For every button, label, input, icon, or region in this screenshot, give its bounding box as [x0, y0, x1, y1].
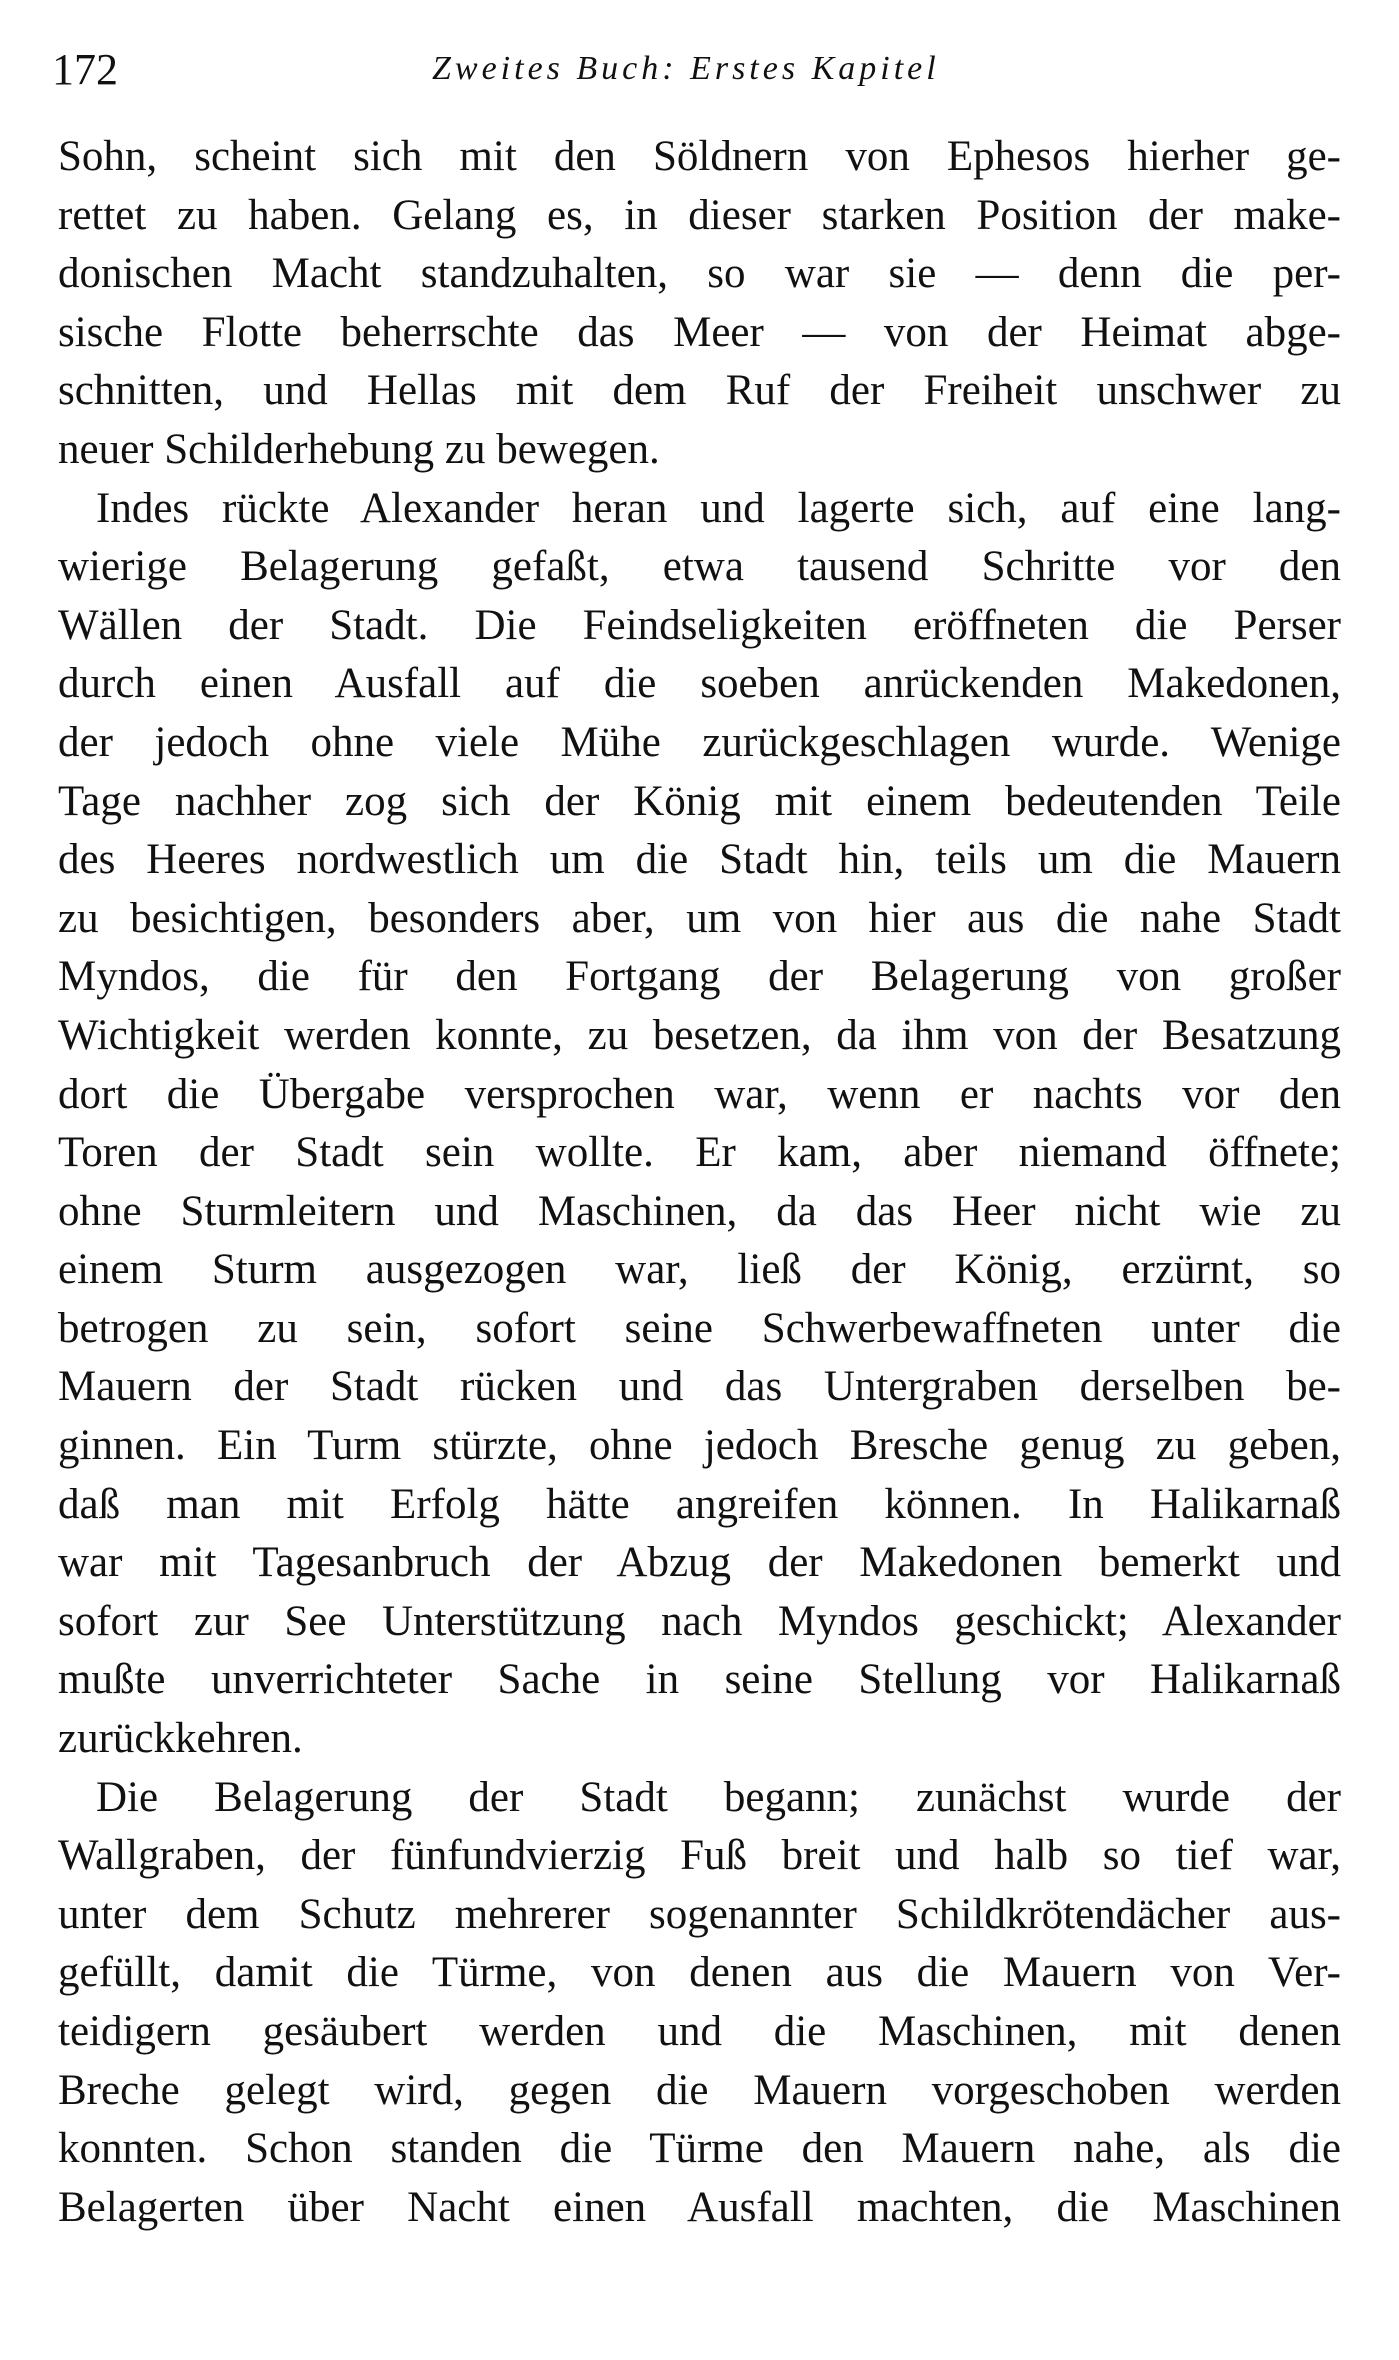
- text-line: Sohn, scheint sich mit den Söldnern von Ephesos hierher ge-: [58, 133, 1341, 180]
- text-line: unter dem Schutz mehrerer sogenannter Schildkrötendächer aus-: [58, 1890, 1341, 1938]
- text-line: wierige Belagerung gefaßt, etwa tausend Schritte vor den: [58, 543, 1341, 591]
- text-line: einem Sturm ausgezogen war, ließ der König, erzürnt, so: [58, 1246, 1341, 1294]
- text-line: mußte unverrichteter Sache in seine Stellung vor Halikarnaß: [58, 1656, 1341, 1704]
- text-line: zurückkehren.: [58, 1715, 303, 1763]
- text-line: Mauern der Stadt rücken und das Untergraben derselben be-: [58, 1363, 1341, 1411]
- text-line: teidigern gesäubert werden und die Maschinen, mit denen: [58, 2008, 1341, 2055]
- text-line: Belagerten über Nacht einen Ausfall machten, die Maschinen: [58, 2183, 1341, 2231]
- text-line: Breche gelegt wird, gegen die Mauern vorgeschoben werden: [58, 2066, 1341, 2114]
- text-line: Wichtigkeit werden konnte, zu besetzen, da ihm von der Besatzung: [58, 1011, 1341, 1059]
- running-head: Zweites Buch: Erstes Kapitel: [432, 50, 940, 87]
- text-line: daß man mit Erfolg hätte angreifen können. In Halikarnaß: [58, 1480, 1341, 1528]
- text-line: gefüllt, damit die Türme, von denen aus die Mauern von Ver-: [58, 1949, 1341, 1997]
- text-line: Wällen der Stadt. Die Feindseligkeiten eröffneten die Perser: [58, 601, 1341, 649]
- body-text: [58, 128, 1341, 2237]
- text-line: ohne Sturmleitern und Maschinen, da das Heer nicht wie zu: [58, 1187, 1341, 1235]
- text-line: konnten. Schon standen die Türme den Mauern nahe, als die: [58, 2125, 1341, 2173]
- text-line: Myndos, die für den Fortgang der Belagerung von großer: [58, 953, 1341, 1001]
- text-line: neuer Schilderhebung zu bewegen.: [58, 425, 660, 473]
- page-header: [52, 44, 1343, 104]
- text-line: Wallgraben, der fünfundvierzig Fuß breit und halb so tief war,: [58, 1832, 1341, 1880]
- text-line: ginnen. Ein Turm stürzte, ohne jedoch Bresche genug zu geben,: [58, 1422, 1341, 1470]
- text-line: Toren der Stadt sein wollte. Er kam, aber niemand öffnete;: [58, 1129, 1341, 1177]
- text-line: Tage nachher zog sich der König mit einem bedeutenden Teile: [58, 777, 1341, 825]
- text-line: sofort zur See Unterstützung nach Myndos geschickt; Alexander: [58, 1597, 1341, 1645]
- text-line: war mit Tagesanbruch der Abzug der Makedonen bemerkt und: [58, 1539, 1341, 1587]
- text-line: dort die Übergabe versprochen war, wenn er nachts vor den: [58, 1070, 1341, 1118]
- text-line: Die Belagerung der Stadt begann; zunächst wurde der: [96, 1773, 1341, 1821]
- text-line: rettet zu haben. Gelang es, in dieser starken Position der make-: [58, 191, 1341, 239]
- text-line: sische Flotte beherrschte das Meer — von der Heimat abge-: [58, 308, 1341, 356]
- text-line: durch einen Ausfall auf die soeben anrückenden Makedonen,: [58, 660, 1341, 708]
- text-line: des Heeres nordwestlich um die Stadt hin, teils um die Mauern: [58, 836, 1341, 884]
- text-line: der jedoch ohne viele Mühe zurückgeschlagen wurde. Wenige: [58, 718, 1341, 766]
- text-line: betrogen zu sein, sofort seine Schwerbewaffneten unter die: [58, 1304, 1341, 1352]
- text-line: schnitten, und Hellas mit dem Ruf der Freiheit unschwer zu: [58, 367, 1341, 415]
- text-line: Indes rückte Alexander heran und lagerte sich, auf eine lang-: [96, 484, 1341, 532]
- page-number: 172: [52, 45, 118, 94]
- text-line: zu besichtigen, besonders aber, um von hier aus die nahe Stadt: [58, 894, 1341, 942]
- text-line: donischen Macht standzuhalten, so war sie — denn die per-: [58, 250, 1341, 298]
